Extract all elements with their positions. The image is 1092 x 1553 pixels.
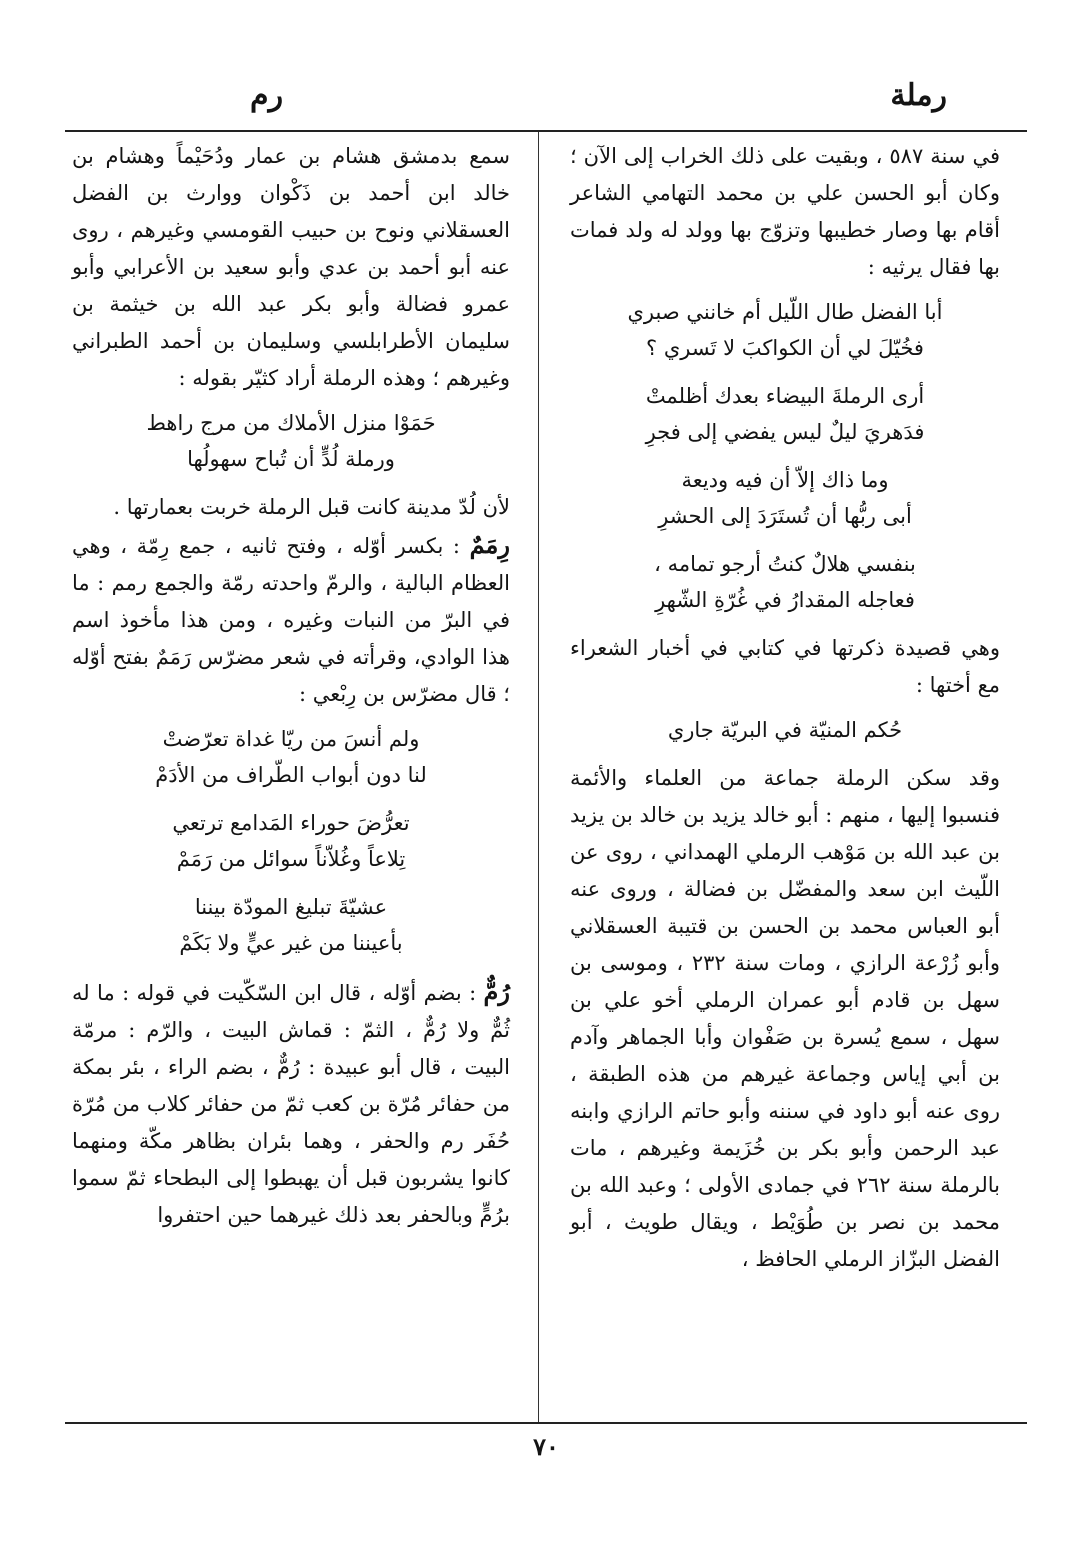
verse <box>72 889 510 961</box>
verse-line: أبا الفضل طال اللّيل أم خانني صبري <box>627 300 943 324</box>
verse-line: عشيّةَ تبليغ المودّة بيننا <box>194 895 388 919</box>
verse <box>72 405 510 477</box>
running-header-right: رملة <box>890 78 947 113</box>
paragraph: وهي قصيدة ذكرتها في كتابي في أخبار الشعراء مع أختها : <box>570 636 1000 697</box>
verse-line: بأعيننا من غير عيٍّ ولا بَكَمْ <box>179 931 403 955</box>
entry-headword: رِمَمٌ <box>469 530 510 559</box>
verse <box>570 712 1000 748</box>
verse-line: تِلاعاً وغُلاّناً سوائل من رَمَمْ <box>176 847 406 871</box>
verse-line: حُكم المنيّة في البريّة جاري <box>667 718 903 742</box>
entry-text: : بضم أوّله ، قال ابن السّكّيت في قوله : ما له ثُمٌّ ولا رُمٌّ ، الثمّ : قماش البيت ، والرّم : مرمّة البيت ، قال أبو عبيدة : رُمٌّ ، بضم الراء ، بئر بمكة من حفائر مُرّة بن كعب ثمّ من حفائر كلاب من مُرّة حُفَر رم والحفر ، وهما بئران بظاهر مكّة ومنهما كانوا يشربون قبل أن يهبطوا إلى البطحاء ثمّ سموا برُمٍّ وبالحفر بعد ذلك غيرهما حين احتفروا <box>72 981 510 1227</box>
verse <box>72 805 510 877</box>
verse <box>570 462 1000 534</box>
page-number: ٧٠ <box>533 1432 559 1461</box>
verse-line: لنا دون أبواب الطّراف من الأدَمْ <box>155 763 427 787</box>
verse-line: حَمَوْا منزل الأملاك من مرج راهط <box>146 411 436 435</box>
paragraph: وقد سكن الرملة جماعة من العلماء والأئمة فنسبوا إليها ، منهم : أبو خالد يزيد بن خالد بن يزيد بن عبد الله بن مَوْهب الرملي الهمداني ، روى عن اللّيث ابن سعد والمفضّل بن فضالة ، وروى عنه أبو العباس محمد بن الحسن بن قتيبة العسقلاني وأبو زُرْعة الرازي ، ومات سنة ٢٣٢ ، وموسى بن سهل بن قادم أبو عمران الرملي أخو علي بن سهل ، سمع يُسرة بن صَفْوان وأبا الجماهر وآدم بن أبي إياس وجماعة غيرهم من هذه الطبقة ، روى عنه أبو داود في سننه وأبو حاتم الرازي وابنه عبد الرحمن وأبو بكر بن خُزَيمة وغيرهم ، مات بالرملة سنة ٢٦٢ في جمادى الأولى ؛ وعبد الله بن محمد بن نصر بن طُوَيْط ، ويقال طويث ، أبو الفضل البزّاز الرملي الحافظ ، <box>570 766 1000 1271</box>
entry-headword: رُمٌّ <box>483 977 510 1006</box>
paragraph: سمع بدمشق هشام بن عمار ودُحَيْماً وهشام بن خالد ابن أحمد بن ذَكْوان ووارث بن الفضل العسقلاني ونوح بن حبيب القومسي وغيرهم ، روى عنه أبو أحمد بن عدي وأبو سعيد بن الأعرابي وأبو عمرو فضالة وأبو بكر عبد الله بن خيثمة بن سليمان الأطرابلسي وسليمان بن أحمد الطبراني وغيرهم ؛ وهذه الرملة أراد كثيّر بقوله : <box>72 144 510 390</box>
verse-line: أبى ربُّها أن تُستَرَدَ إلى الحشرِ <box>658 504 912 528</box>
verse <box>72 721 510 793</box>
verse-line: تعرُّضَ حوراء المَدامع ترتعي <box>172 811 410 835</box>
verse-line: بنفسي هلالٌ كنتُ أرجو تمامه ، <box>654 552 916 576</box>
verse-line: فدَهريَ ليلٌ ليس يفضي إلى فجرِ <box>645 420 925 444</box>
paragraph: في سنة ٥٨٧ ، وبقيت على ذلك الخراب إلى الآن ؛ وكان أبو الحسن علي بن محمد التهامي الشاعر أقام بها وصار خطيبها وتزوّج بها وولد له ولد فمات بها فقال يرثيه : <box>570 144 1000 279</box>
verse-line: فخُيّلَ لي أن الكواكبَ لا تَسري ؟ <box>646 336 924 360</box>
left-column <box>72 138 510 1234</box>
column-divider <box>538 132 539 1422</box>
verse <box>570 378 1000 450</box>
verse-line: وما ذاك إلاّ أن فيه وديعة <box>681 468 889 492</box>
verse <box>570 546 1000 618</box>
dictionary-entry <box>72 973 510 1234</box>
verse-line: أرى الرملةَ البيضاء بعدك أظلمتْ <box>645 384 925 408</box>
top-rule <box>65 130 1027 132</box>
verse-line: ورملة لُدٍّ أن تُباح سهولُها <box>187 447 395 471</box>
verse-line: فعاجله المقدارُ في غُرّةِ الشّهرِ <box>655 588 915 612</box>
verse <box>570 294 1000 366</box>
entry-text: : بكسر أوّله ، وفتح ثانيه ، جمع رِمّة ، وهي العظام البالية ، والرمّ واحدته رمّة والجمع رمم : ما في البرّ من النبات وغيره ، ومن هذا مأخوذ اسم هذا الوادي، وقرأته في شعر مضرّس رَمَمٌ بفتح أوّله ؛ قال مضرّس بن رِبْعي : <box>72 534 510 706</box>
right-column <box>570 138 1000 1278</box>
verse-line: ولم أنسَ من ريّا غداة تعرّضتْ <box>162 727 420 751</box>
dictionary-entry <box>72 526 510 713</box>
paragraph: لأن لُدّ مدينة كانت قبل الرملة خربت بعمارتها . <box>113 495 510 519</box>
running-header-left: رم <box>250 78 284 113</box>
bottom-rule <box>65 1422 1027 1424</box>
